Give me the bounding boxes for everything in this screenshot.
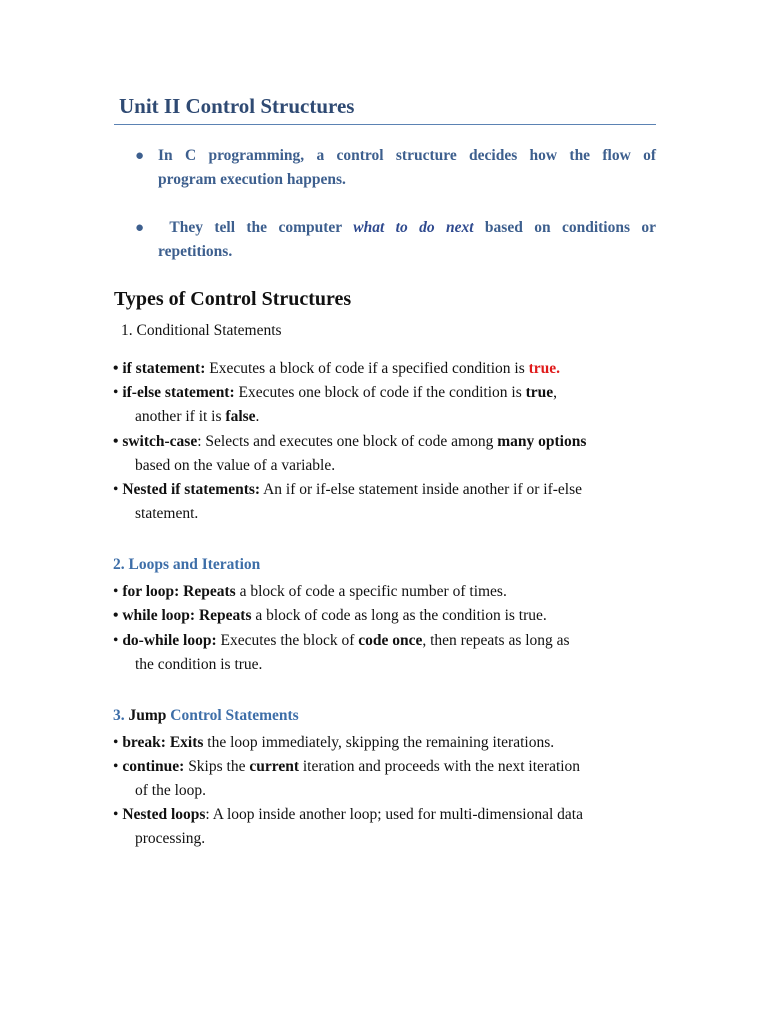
- intro-line-2: program execution happens.: [158, 171, 346, 188]
- item-term: Nested if statements:: [122, 481, 261, 498]
- item-term: if-else statement:: [122, 384, 235, 401]
- item-term: continue:: [122, 758, 185, 775]
- item-bold: code once: [358, 632, 423, 649]
- item-continuation: of the loop.: [135, 782, 207, 799]
- subheading-loops: 2. Loops and Iteration: [113, 556, 261, 573]
- list-item-nested-loops: [113, 803, 658, 851]
- bullet-dot-icon: ●: [135, 148, 145, 164]
- item-bullet: •: [113, 481, 123, 498]
- page-title: Unit II Control Structures: [119, 94, 355, 118]
- item-bullet: •: [113, 583, 123, 600]
- intro-bullet-text: [158, 144, 656, 192]
- intro-line-1: In C programming, a control structure decides how the flow of: [158, 147, 656, 164]
- list-item-continue: [113, 755, 658, 803]
- bullet-dot-icon: ●: [135, 220, 145, 236]
- list-item-do-while: [113, 629, 658, 677]
- item-text: Executes the block of: [216, 632, 359, 649]
- cont-bold: false: [225, 408, 256, 425]
- list-item-if: [113, 357, 658, 381]
- intro-text-b: based on conditions or: [473, 219, 657, 236]
- item-highlight: true.: [528, 360, 561, 377]
- item-continuation: based on the value of a variable.: [135, 457, 336, 474]
- item-continuation: processing.: [135, 830, 206, 847]
- intro-line-1: [158, 216, 656, 240]
- item-text-b: , then repeats as long as: [422, 632, 570, 649]
- item-bullet: •: [113, 384, 123, 401]
- item-text: Skips the: [184, 758, 250, 775]
- intro-text-a: They tell the computer: [169, 219, 354, 236]
- item-bold: true: [525, 384, 554, 401]
- item-bullet: •: [113, 433, 123, 450]
- item-continuation: [113, 405, 658, 429]
- item-term: Nested loops: [122, 806, 206, 823]
- heading-colored: Control Statements: [170, 707, 299, 724]
- item-bullet: •: [113, 758, 123, 775]
- item-term: break: Exits: [122, 734, 204, 751]
- item-term: do-while loop:: [122, 632, 217, 649]
- heading-plain: Jump: [128, 707, 171, 724]
- list-item-while: [113, 604, 658, 628]
- item-text: : Selects and executes one block of code among: [197, 433, 498, 450]
- subheading-conditional: 1. Conditional Statements: [121, 322, 282, 339]
- item-text: Executes a block of code if a specified condition is: [205, 360, 529, 377]
- subheading-jump: [113, 707, 299, 725]
- item-bullet: •: [113, 607, 123, 624]
- item-text: the loop immediately, skipping the remaining iterations.: [203, 734, 555, 751]
- item-text: : A loop inside another loop; used for multi-dimensional data: [205, 806, 583, 823]
- item-term: while loop: Repeats: [122, 607, 252, 624]
- list-item-break: [113, 731, 658, 755]
- item-term: for loop: Repeats: [122, 583, 236, 600]
- item-text: Executes one block of code if the condition is: [234, 384, 526, 401]
- list-item-if-else: [113, 381, 658, 429]
- item-bullet: •: [113, 734, 123, 751]
- item-text: a block of code a specific number of times.: [235, 583, 507, 600]
- item-bold: current: [249, 758, 299, 775]
- section-heading-types: Types of Control Structures: [114, 288, 352, 310]
- item-continuation: the condition is true.: [135, 656, 263, 673]
- item-bullet: •: [113, 632, 123, 649]
- item-bullet: •: [113, 360, 123, 377]
- item-text-b: iteration and proceeds with the next iteration: [299, 758, 581, 775]
- title-underline: [114, 124, 656, 125]
- item-text: An if or if-else statement inside another if or if-else: [260, 481, 583, 498]
- cont-text-b: .: [255, 408, 260, 425]
- list-item-switch: [113, 430, 658, 478]
- intro-line-2: repetitions.: [158, 243, 233, 260]
- item-bold: many options: [497, 433, 587, 450]
- item-term: switch-case: [122, 433, 198, 450]
- intro-emphasis: what to do next: [353, 219, 474, 236]
- list-item-for: [113, 580, 658, 604]
- item-text-b: ,: [553, 384, 558, 401]
- item-term: if statement:: [122, 360, 206, 377]
- cont-text-a: another if it is: [135, 408, 226, 425]
- item-bullet: •: [113, 806, 123, 823]
- item-continuation: statement.: [135, 505, 199, 522]
- heading-number: 3.: [113, 707, 129, 724]
- list-item-nested-if: [113, 478, 658, 526]
- intro-bullet-text: [158, 216, 656, 264]
- item-text: a block of code as long as the condition is true.: [251, 607, 547, 624]
